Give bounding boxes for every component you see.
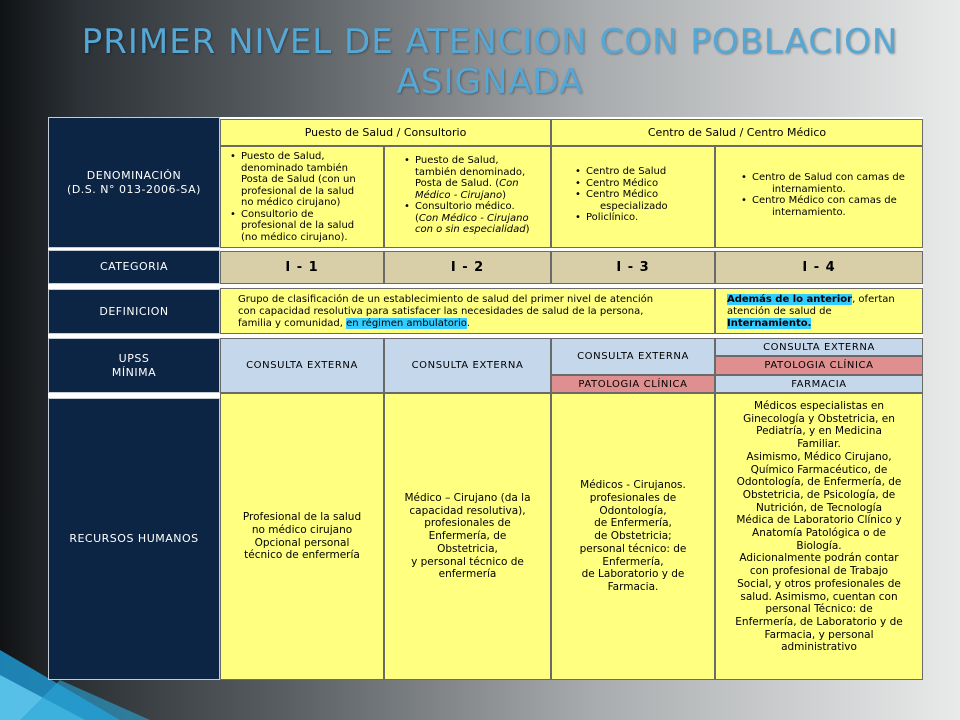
denominacion-i4 — [715, 146, 923, 248]
row-header-definicion: DEFINICION — [48, 289, 220, 334]
row-header-denominacion — [48, 117, 220, 248]
text-span: . — [466, 318, 470, 329]
text-span: Con — [499, 178, 519, 189]
text-line: • Centro de Salud con camas de — [752, 172, 905, 183]
text-line: técnico de enfermería — [244, 549, 360, 562]
text-line: • Consultorio de — [241, 208, 314, 220]
text-line: Odontología, — [599, 504, 667, 517]
text-line: • Puesto de Salud, — [241, 151, 325, 162]
text-span: Con Médico - Cirujano — [418, 212, 529, 224]
text-line: Opcional personal — [254, 536, 350, 549]
text-line: con profesional de Trabajo — [749, 565, 889, 578]
denominacion-i2 — [384, 146, 551, 248]
title-line-1: PRIMER NIVEL DE ATENCION CON POBLACION — [81, 22, 899, 62]
column-group-centro: Centro de Salud / Centro Médico — [551, 119, 923, 146]
highlight-internamiento: Internamiento. — [727, 318, 812, 329]
row-header-recursos-humanos: RECURSOS HUMANOS — [48, 398, 220, 680]
text-line: Farmacia. — [607, 580, 659, 593]
denominacion-i4-item1 — [752, 172, 918, 195]
highlight-regimen-ambulatorio: en régimen ambulatorio — [346, 318, 467, 329]
text-line: internamiento. — [772, 183, 846, 195]
text-line: administrativo — [781, 641, 857, 654]
text-line: Enfermería, de Laboratorio y de — [735, 615, 903, 628]
upss-i4-patologia-clinica: PATOLOGIA CLÍNICA — [715, 356, 923, 375]
recursos-i3 — [551, 393, 715, 680]
text-line: Farmacia, y personal — [764, 628, 874, 641]
text-line — [727, 294, 918, 306]
upss-i3-patologia-clinica: PATOLOGIA CLÍNICA — [551, 375, 715, 393]
row-header-denominacion-line1: DENOMINACIÓN — [86, 168, 182, 182]
text-span: ) — [525, 224, 530, 235]
text-line: • Centro Médico — [586, 189, 659, 200]
denominacion-i3-item2: • Centro Médico — [586, 178, 710, 190]
text-span: ) — [502, 189, 506, 201]
denominacion-i2-item1 — [415, 155, 546, 201]
upss-i3-consulta-externa: CONSULTA EXTERNA — [551, 338, 715, 375]
text-line: Médicos - Cirujanos. — [580, 479, 686, 492]
upss-i4-consulta-externa: CONSULTA EXTERNA — [715, 338, 923, 356]
highlight-ademas: Además de lo anterior — [727, 294, 853, 305]
denominacion-i1-item1 — [241, 151, 379, 209]
recursos-i4 — [715, 393, 923, 680]
text-line: Obstetricia, — [437, 542, 498, 555]
definicion-i4 — [715, 288, 923, 334]
text-line: profesional de la salud — [241, 185, 355, 197]
text-line: Profesional de la salud — [242, 511, 362, 524]
text-line: de Laboratorio y de — [581, 568, 685, 581]
text-line: salud. Asimismo, cuentan con — [740, 590, 898, 603]
text-line: denominado también — [241, 162, 348, 174]
denominacion-i1 — [220, 146, 384, 248]
text-line: Biología. — [796, 539, 842, 552]
upss-i4-farmacia: FARMACIA — [715, 375, 923, 393]
column-group-puesto: Puesto de Salud / Consultorio — [220, 119, 551, 146]
row-header-upss — [48, 338, 220, 393]
text-line — [415, 224, 546, 236]
text-line: también denominado, — [415, 166, 526, 178]
categoria-i4: I - 4 — [715, 251, 923, 284]
text-line: personal Técnico: de — [765, 603, 873, 616]
text-line: personal técnico: de — [579, 542, 687, 555]
definicion-primer-nivel — [220, 288, 715, 334]
text-line — [727, 318, 918, 330]
categoria-i2: I - 2 — [384, 251, 551, 284]
text-line: capacidad resolutiva), — [409, 504, 526, 517]
denominacion-i3-item3 — [586, 189, 710, 212]
text-line: Anatomía Patológica o de — [752, 527, 886, 540]
text-line — [415, 213, 546, 225]
text-line: profesionales de — [589, 492, 677, 505]
text-line: Social, y otros profesionales de — [737, 577, 901, 590]
denominacion-i3 — [551, 146, 715, 248]
denominacion-i3-item1: • Centro de Salud — [586, 166, 710, 178]
text-span: , ofertan — [852, 294, 895, 305]
slide-title — [40, 22, 940, 102]
recursos-i1 — [220, 393, 384, 680]
text-line: no médico cirujano) — [241, 197, 341, 208]
text-line: internamiento. — [772, 206, 846, 218]
text-line: Ginecología y Obstetricia, en — [743, 412, 895, 425]
denominacion-i3-item4: • Policlínico. — [586, 212, 710, 224]
text-line: enfermería — [438, 568, 497, 581]
text-line: Nutrición, de Tecnología — [755, 501, 883, 514]
text-line: (no médico cirujano). — [241, 231, 348, 243]
text-line: Médicos especialistas en — [753, 400, 885, 412]
text-line: Familiar. — [797, 438, 841, 451]
text-span: Médico - Cirujano — [415, 189, 503, 201]
text-line — [238, 318, 708, 330]
text-line: profesional de la salud — [241, 220, 355, 231]
text-line: Adicionalmente podrán contar — [739, 552, 899, 565]
text-line: Enfermería, de — [428, 530, 507, 543]
row-header-denominacion-line2: (D.S. N° 013-2006-SA) — [67, 182, 201, 196]
categoria-i3: I - 3 — [551, 251, 715, 284]
text-line: Médico – Cirujano (da la — [404, 492, 531, 505]
denominacion-i1-item2 — [241, 209, 379, 244]
text-line: Grupo de clasificación de un establecimiento de salud del primer nivel de atención — [238, 294, 654, 305]
text-line — [415, 190, 546, 202]
text-line: Odontología, de Enfermería, de — [736, 476, 902, 489]
recursos-i2 — [384, 393, 551, 680]
upss-i1-consulta-externa: CONSULTA EXTERNA — [220, 338, 384, 393]
text-span: familia y comunidad, — [238, 318, 347, 329]
text-line: no médico cirujano — [251, 523, 353, 536]
row-header-categoria: CATEGORIA — [48, 250, 220, 284]
text-line: profesionales de — [424, 517, 511, 530]
row-header-upss-line2: MÍNIMA — [111, 365, 157, 379]
text-line: especializado — [600, 200, 668, 212]
text-span: ( — [415, 212, 419, 224]
text-line: Médica de Laboratorio Clínico y — [736, 514, 902, 527]
denominacion-i4-item2 — [752, 195, 918, 218]
text-line: Obstetricia, de Psicología, de — [742, 488, 896, 501]
text-span: Posta de Salud. ( — [415, 178, 500, 189]
text-line: de Enfermería, — [594, 517, 672, 530]
title-line-2: ASIGNADA — [396, 62, 584, 102]
text-span: con o sin especialidad — [415, 224, 526, 235]
text-line: Asimismo, Médico Cirujano, — [746, 450, 892, 463]
text-line: • Consultorio médico. — [415, 201, 515, 212]
denominacion-i2-item2 — [415, 201, 546, 236]
text-line: Enfermería, — [602, 555, 664, 568]
text-line: de Obstetricia; — [594, 530, 672, 543]
text-line: atención de salud de — [727, 306, 832, 317]
text-line: • Centro Médico con camas de — [752, 195, 897, 206]
text-line: Pediatría, y en Medicina — [756, 425, 882, 438]
upss-i2-consulta-externa: CONSULTA EXTERNA — [384, 338, 551, 393]
text-line: • Puesto de Salud, — [415, 155, 499, 166]
text-line: Posta de Salud (con un — [241, 174, 356, 185]
text-line: con capacidad resolutiva para satisfacer las necesidades de salud de la persona, — [238, 306, 644, 317]
text-line — [415, 178, 546, 190]
text-line: Químico Farmacéutico, de — [750, 463, 888, 476]
levels-table — [48, 117, 923, 680]
categoria-i1: I - 1 — [220, 251, 384, 284]
row-header-upss-line1: UPSS — [118, 351, 150, 365]
text-line: y personal técnico de — [411, 555, 524, 568]
